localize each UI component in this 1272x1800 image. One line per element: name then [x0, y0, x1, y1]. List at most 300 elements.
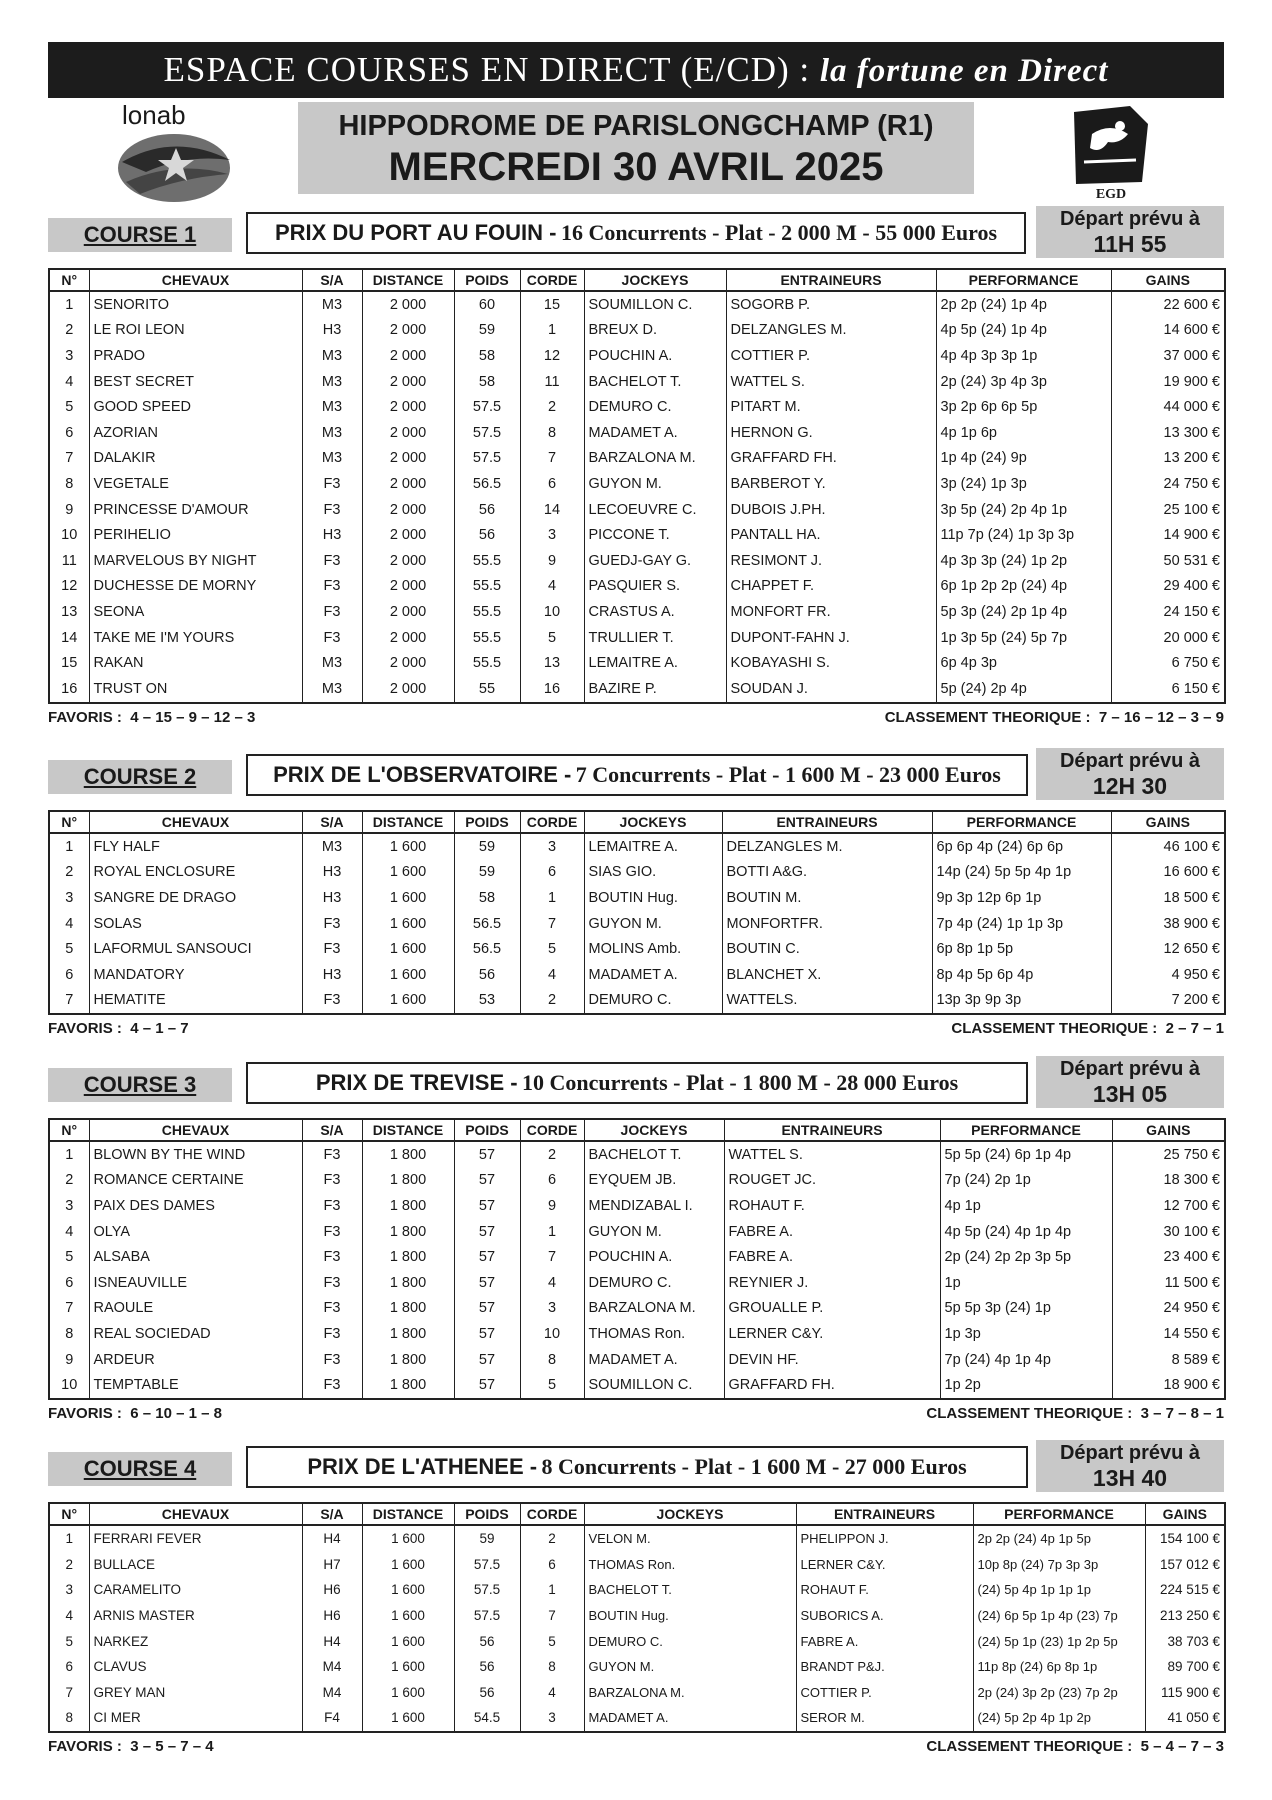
- horse-name: FERRARI FEVER: [89, 1525, 302, 1552]
- weight: 57: [454, 1372, 520, 1399]
- sex-age: F3: [302, 1168, 362, 1194]
- trainer: LERNER C&Y.: [796, 1552, 973, 1578]
- sex-age: H3: [302, 860, 362, 886]
- favoris-label: FAVORIS :: [48, 1020, 122, 1038]
- sex-age: F3: [302, 988, 362, 1015]
- col-header: CHEVAUX: [89, 1119, 302, 1141]
- prix-title: [246, 212, 1026, 254]
- classement-label: CLASSEMENT THEORIQUE :: [951, 1020, 1158, 1038]
- depart-label: Départ prévu à: [1059, 1442, 1201, 1464]
- performance: 6p 1p 2p 2p (24) 4p: [936, 574, 1111, 600]
- table-row: [49, 574, 1225, 600]
- performance: 2p 2p (24) 4p 1p 5p: [973, 1525, 1145, 1552]
- favoris-value: 4 – 15 – 9 – 12 – 3: [130, 708, 256, 726]
- runner-number: 12: [49, 574, 89, 600]
- course-2: [48, 748, 1224, 1042]
- trainer: COTTIER P.: [726, 343, 936, 369]
- performance: 6p 8p 1p 5p: [932, 936, 1111, 962]
- sex-age: H3: [302, 885, 362, 911]
- sex-age: F3: [302, 497, 362, 523]
- distance: 1 800: [362, 1193, 454, 1219]
- sex-age: F3: [302, 1219, 362, 1245]
- corde: 9: [520, 548, 584, 574]
- table-row: [49, 833, 1225, 860]
- weight: 56: [454, 1628, 520, 1654]
- runner-number: 4: [49, 911, 89, 937]
- jockey: MENDIZABAL I.: [584, 1193, 724, 1219]
- favoris-value: 4 – 1 – 7: [130, 1020, 189, 1038]
- sex-age: H7: [302, 1552, 362, 1578]
- jockey: TRULLIER T.: [584, 625, 726, 651]
- trainer: BRANDT P&J.: [796, 1654, 973, 1680]
- performance: 4p 1p: [940, 1193, 1112, 1219]
- distance: 2 000: [362, 471, 454, 497]
- horse-name: BULLACE: [89, 1552, 302, 1578]
- sex-age: M3: [302, 676, 362, 703]
- horse-name: AZORIAN: [89, 420, 302, 446]
- classement: [926, 1405, 1224, 1422]
- runner-number: 3: [49, 343, 89, 369]
- col-header: POIDS: [454, 811, 520, 833]
- sex-age: F3: [302, 936, 362, 962]
- col-header: ENTRAINEURS: [724, 1119, 940, 1141]
- table-row: [49, 1347, 1225, 1373]
- table-row: [49, 962, 1225, 988]
- table-row: [49, 911, 1225, 937]
- gains: 12 650 €: [1111, 936, 1225, 962]
- distance: 1 600: [362, 988, 454, 1015]
- performance: (24) 5p 4p 1p 1p 1p: [973, 1577, 1145, 1603]
- table-row: [49, 1296, 1225, 1322]
- table-row: [49, 548, 1225, 574]
- corde: 3: [520, 833, 584, 860]
- sex-age: M3: [302, 291, 362, 318]
- corde: 2: [520, 1141, 584, 1168]
- runners-table: [48, 1118, 1226, 1400]
- runner-number: 9: [49, 1347, 89, 1373]
- performance: 10p 8p (24) 7p 3p 3p: [973, 1552, 1145, 1578]
- distance: 1 600: [362, 1705, 454, 1732]
- corde: 6: [520, 1552, 584, 1578]
- sex-age: M4: [302, 1680, 362, 1706]
- runner-number: 5: [49, 936, 89, 962]
- corde: 3: [520, 1296, 584, 1322]
- sex-age: F3: [302, 1244, 362, 1270]
- classement-value: 5 – 4 – 7 – 3: [1140, 1737, 1224, 1755]
- jockey: BACHELOT T.: [584, 1141, 724, 1168]
- corde: 6: [520, 1168, 584, 1194]
- sex-age: M3: [302, 446, 362, 472]
- jockey: THOMAS Ron.: [584, 1552, 796, 1578]
- runner-number: 1: [49, 1141, 89, 1168]
- performance: 1p 3p 5p (24) 5p 7p: [936, 625, 1111, 651]
- distance: 1 600: [362, 885, 454, 911]
- corde: 12: [520, 343, 584, 369]
- course-footer: [48, 1405, 1224, 1427]
- course-label: COURSE 4: [48, 1452, 232, 1486]
- table-row: [49, 1372, 1225, 1399]
- gains: 22 600 €: [1111, 291, 1225, 318]
- performance: 1p 3p: [940, 1321, 1112, 1347]
- table-row: [49, 1680, 1225, 1706]
- table-row: [49, 318, 1225, 344]
- col-header: S/A: [302, 1119, 362, 1141]
- gains: 115 900 €: [1145, 1680, 1225, 1706]
- gains: 41 050 €: [1145, 1705, 1225, 1732]
- prix-details: 16 Concurrents - Plat - 2 000 M - 55 000 Euros: [560, 220, 998, 245]
- corde: 5: [520, 1628, 584, 1654]
- jockey: GUYON M.: [584, 1219, 724, 1245]
- distance: 1 600: [362, 1654, 454, 1680]
- sex-age: F3: [302, 599, 362, 625]
- prix-name: PRIX DE TREVISE -: [315, 1070, 518, 1095]
- banner-title: ESPACE COURSES EN DIRECT (E/CD) :: [163, 50, 811, 89]
- runner-number: 7: [49, 988, 89, 1015]
- corde: 14: [520, 497, 584, 523]
- horse-name: CI MER: [89, 1705, 302, 1732]
- weight: 59: [454, 318, 520, 344]
- col-header: PERFORMANCE: [973, 1503, 1145, 1525]
- runners-body: [49, 291, 1225, 703]
- horse-name: GREY MAN: [89, 1680, 302, 1706]
- classement-label: CLASSEMENT THEORIQUE :: [926, 1404, 1133, 1422]
- sex-age: F3: [302, 471, 362, 497]
- trainer: DUBOIS J.PH.: [726, 497, 936, 523]
- corde: 15: [520, 291, 584, 318]
- distance: 2 000: [362, 497, 454, 523]
- corde: 4: [520, 574, 584, 600]
- table-row: [49, 394, 1225, 420]
- meeting-date: MERCREDI 30 AVRIL 2025: [388, 145, 884, 189]
- corde: 7: [520, 446, 584, 472]
- corde: 5: [520, 625, 584, 651]
- trainer: ROHAUT F.: [724, 1193, 940, 1219]
- gains: 11 500 €: [1112, 1270, 1225, 1296]
- sex-age: F3: [302, 574, 362, 600]
- favoris-label: FAVORIS :: [48, 1404, 122, 1422]
- classement-label: CLASSEMENT THEORIQUE :: [884, 708, 1091, 726]
- gains: 8 589 €: [1112, 1347, 1225, 1373]
- horse-name: DALAKIR: [89, 446, 302, 472]
- trainer: GRAFFARD FH.: [724, 1372, 940, 1399]
- trainer: BOUTIN M.: [722, 885, 932, 911]
- weight: 57.5: [454, 446, 520, 472]
- weight: 54.5: [454, 1705, 520, 1732]
- distance: 1 600: [362, 911, 454, 937]
- weight: 59: [454, 833, 520, 860]
- corde: 7: [520, 911, 584, 937]
- horse-name: PRINCESSE D'AMOUR: [89, 497, 302, 523]
- weight: 57.5: [454, 1552, 520, 1578]
- table-row: [49, 1705, 1225, 1732]
- horse-name: GOOD SPEED: [89, 394, 302, 420]
- jockey: PASQUIER S.: [584, 574, 726, 600]
- performance: 8p 4p 5p 6p 4p: [932, 962, 1111, 988]
- corde: 4: [520, 962, 584, 988]
- trainer: GRAFFARD FH.: [726, 446, 936, 472]
- course-4: [48, 1440, 1224, 1760]
- runner-number: 2: [49, 1168, 89, 1194]
- depart-box: [1036, 1440, 1224, 1492]
- distance: 1 800: [362, 1372, 454, 1399]
- jockey: DEMURO C.: [584, 1270, 724, 1296]
- gains: 37 000 €: [1111, 343, 1225, 369]
- weight: 56: [454, 497, 520, 523]
- course-label: COURSE 1: [48, 218, 232, 252]
- table-row: [49, 1168, 1225, 1194]
- performance: 13p 3p 9p 3p: [932, 988, 1111, 1015]
- col-header: ENTRAINEURS: [722, 811, 932, 833]
- col-header: CORDE: [520, 1119, 584, 1141]
- sex-age: H3: [302, 318, 362, 344]
- weight: 55.5: [454, 548, 520, 574]
- corde: 1: [520, 885, 584, 911]
- runner-number: 8: [49, 1321, 89, 1347]
- favoris-label: FAVORIS :: [48, 1737, 122, 1755]
- distance: 1 600: [362, 962, 454, 988]
- horse-name: RAKAN: [89, 650, 302, 676]
- distance: 2 000: [362, 625, 454, 651]
- col-header: N°: [49, 269, 89, 291]
- distance: 1 600: [362, 936, 454, 962]
- trainer: SEROR M.: [796, 1705, 973, 1732]
- egd-logo: [1070, 104, 1152, 200]
- gains: 224 515 €: [1145, 1577, 1225, 1603]
- distance: 1 800: [362, 1347, 454, 1373]
- col-header: CHEVAUX: [89, 269, 302, 291]
- horse-name: TRUST ON: [89, 676, 302, 703]
- horse-name: MANDATORY: [89, 962, 302, 988]
- col-header: POIDS: [454, 1119, 520, 1141]
- prix-name: PRIX DE L'ATHENEE -: [307, 1454, 538, 1479]
- table-row: [49, 1141, 1225, 1168]
- sex-age: H3: [302, 522, 362, 548]
- gains: 18 300 €: [1112, 1168, 1225, 1194]
- jockey: BACHELOT T.: [584, 369, 726, 395]
- runner-number: 7: [49, 1296, 89, 1322]
- horse-name: SEONA: [89, 599, 302, 625]
- runner-number: 10: [49, 522, 89, 548]
- course-footer: [48, 1020, 1224, 1042]
- gains: 50 531 €: [1111, 548, 1225, 574]
- lonab-logo: [116, 102, 236, 207]
- classement: [926, 1738, 1224, 1755]
- col-header: CHEVAUX: [89, 811, 302, 833]
- weight: 58: [454, 369, 520, 395]
- distance: 1 600: [362, 833, 454, 860]
- trainer: RESIMONT J.: [726, 548, 936, 574]
- course-3: [48, 1056, 1224, 1427]
- prix-title: [246, 1062, 1028, 1104]
- col-header: S/A: [302, 1503, 362, 1525]
- jockey: MADAMET A.: [584, 1347, 724, 1373]
- horse-name: VEGETALE: [89, 471, 302, 497]
- jockey: THOMAS Ron.: [584, 1321, 724, 1347]
- sex-age: M3: [302, 420, 362, 446]
- col-header: JOCKEYS: [584, 1119, 724, 1141]
- runner-number: 1: [49, 833, 89, 860]
- jockey: GUEDJ-GAY G.: [584, 548, 726, 574]
- runner-number: 4: [49, 1219, 89, 1245]
- depart-time: 12H 30: [1092, 773, 1168, 799]
- trainer: PANTALL HA.: [726, 522, 936, 548]
- performance: (24) 5p 2p 4p 1p 2p: [973, 1705, 1145, 1732]
- logo-text: lonab: [122, 102, 186, 130]
- distance: 1 800: [362, 1296, 454, 1322]
- sex-age: F3: [302, 625, 362, 651]
- distance: 1 600: [362, 1628, 454, 1654]
- distance: 2 000: [362, 599, 454, 625]
- depart-label: Départ prévu à: [1059, 750, 1201, 772]
- corde: 2: [520, 1525, 584, 1552]
- depart-box: [1036, 748, 1224, 800]
- trainer: GROUALLE P.: [724, 1296, 940, 1322]
- trainer: ROHAUT F.: [796, 1577, 973, 1603]
- performance: 3p 2p 6p 6p 5p: [936, 394, 1111, 420]
- runner-number: 1: [49, 291, 89, 318]
- distance: 1 800: [362, 1219, 454, 1245]
- performance: 2p (24) 2p 2p 3p 5p: [940, 1244, 1112, 1270]
- corde: 7: [520, 1244, 584, 1270]
- classement: [951, 1020, 1224, 1037]
- corde: 13: [520, 650, 584, 676]
- sex-age: M3: [302, 369, 362, 395]
- trainer: FABRE A.: [796, 1628, 973, 1654]
- table-row: [49, 1321, 1225, 1347]
- trainer: BOTTI A&G.: [722, 860, 932, 886]
- distance: 1 800: [362, 1270, 454, 1296]
- runner-number: 4: [49, 1603, 89, 1629]
- horse-name: SENORITO: [89, 291, 302, 318]
- col-header: N°: [49, 1119, 89, 1141]
- col-header: JOCKEYS: [584, 1503, 796, 1525]
- trainer: LERNER C&Y.: [724, 1321, 940, 1347]
- jockey: MOLINS Amb.: [584, 936, 722, 962]
- corde: 8: [520, 420, 584, 446]
- horse-name: MARVELOUS BY NIGHT: [89, 548, 302, 574]
- performance: 4p 3p 3p (24) 1p 2p: [936, 548, 1111, 574]
- trainer: REYNIER J.: [724, 1270, 940, 1296]
- gains: 157 012 €: [1145, 1552, 1225, 1578]
- corde: 4: [520, 1270, 584, 1296]
- gains: 19 900 €: [1111, 369, 1225, 395]
- horse-name: PERIHELIO: [89, 522, 302, 548]
- performance: 6p 4p 3p: [936, 650, 1111, 676]
- table-row: [49, 1193, 1225, 1219]
- sex-age: F3: [302, 1193, 362, 1219]
- gains: 6 750 €: [1111, 650, 1225, 676]
- sex-age: M3: [302, 343, 362, 369]
- horse-name: SANGRE DE DRAGO: [89, 885, 302, 911]
- trainer: PITART M.: [726, 394, 936, 420]
- horse-name: REAL SOCIEDAD: [89, 1321, 302, 1347]
- corde: 6: [520, 471, 584, 497]
- gains: 4 950 €: [1111, 962, 1225, 988]
- jockey: SOUMILLON C.: [584, 291, 726, 318]
- distance: 2 000: [362, 369, 454, 395]
- weight: 57.5: [454, 394, 520, 420]
- sex-age: H6: [302, 1577, 362, 1603]
- favoris: [48, 1405, 222, 1422]
- depart-time: 11H 55: [1093, 231, 1167, 257]
- performance: 5p 5p (24) 6p 1p 4p: [940, 1141, 1112, 1168]
- horse-name: TEMPTABLE: [89, 1372, 302, 1399]
- corde: 1: [520, 1577, 584, 1603]
- weight: 56.5: [454, 936, 520, 962]
- trainer: BOUTIN C.: [722, 936, 932, 962]
- horse-name: PRADO: [89, 343, 302, 369]
- weight: 57: [454, 1321, 520, 1347]
- horse-name: BEST SECRET: [89, 369, 302, 395]
- performance: 6p 6p 4p (24) 6p 6p: [932, 833, 1111, 860]
- sex-age: H4: [302, 1628, 362, 1654]
- distance: 2 000: [362, 522, 454, 548]
- trainer: FABRE A.: [724, 1244, 940, 1270]
- corde: 16: [520, 676, 584, 703]
- trainer: BLANCHET X.: [722, 962, 932, 988]
- runner-number: 5: [49, 1244, 89, 1270]
- weight: 55: [454, 676, 520, 703]
- runner-number: 3: [49, 885, 89, 911]
- corde: 3: [520, 1705, 584, 1732]
- runner-number: 14: [49, 625, 89, 651]
- sex-age: F3: [302, 1270, 362, 1296]
- prix-title: [246, 754, 1028, 796]
- col-header: DISTANCE: [362, 1119, 454, 1141]
- runner-number: 6: [49, 962, 89, 988]
- depart-time: 13H 40: [1092, 1465, 1168, 1491]
- trainer: ROUGET JC.: [724, 1168, 940, 1194]
- table-row: [49, 343, 1225, 369]
- trainer: WATTEL S.: [726, 369, 936, 395]
- performance: 5p 3p (24) 2p 1p 4p: [936, 599, 1111, 625]
- runner-number: 6: [49, 1270, 89, 1296]
- sex-age: F3: [302, 1296, 362, 1322]
- jockey: EYQUEM JB.: [584, 1168, 724, 1194]
- sex-age: M3: [302, 833, 362, 860]
- performance: 7p (24) 4p 1p 4p: [940, 1347, 1112, 1373]
- col-header: GAINS: [1111, 269, 1225, 291]
- horse-name: FLY HALF: [89, 833, 302, 860]
- depart-box: [1036, 1056, 1224, 1108]
- table-row: [49, 1577, 1225, 1603]
- horse-name: ROYAL ENCLOSURE: [89, 860, 302, 886]
- gains: 89 700 €: [1145, 1654, 1225, 1680]
- distance: 2 000: [362, 548, 454, 574]
- corde: 10: [520, 599, 584, 625]
- col-header: DISTANCE: [362, 811, 454, 833]
- col-header: S/A: [302, 811, 362, 833]
- jockey: PICCONE T.: [584, 522, 726, 548]
- trainer: SOUDAN J.: [726, 676, 936, 703]
- course-footer: [48, 1738, 1224, 1760]
- gains: 38 900 €: [1111, 911, 1225, 937]
- col-header: GAINS: [1112, 1119, 1225, 1141]
- trainer: FABRE A.: [724, 1219, 940, 1245]
- table-row: [49, 1628, 1225, 1654]
- horse-name: CARAMELITO: [89, 1577, 302, 1603]
- distance: 2 000: [362, 676, 454, 703]
- col-header: GAINS: [1145, 1503, 1225, 1525]
- jockey: BARZALONA M.: [584, 1296, 724, 1322]
- corde: 8: [520, 1347, 584, 1373]
- horse-name: LAFORMUL SANSOUCI: [89, 936, 302, 962]
- weight: 57: [454, 1270, 520, 1296]
- weight: 56: [454, 1680, 520, 1706]
- course-footer: [48, 709, 1224, 731]
- horse-name: NARKEZ: [89, 1628, 302, 1654]
- table-row: [49, 471, 1225, 497]
